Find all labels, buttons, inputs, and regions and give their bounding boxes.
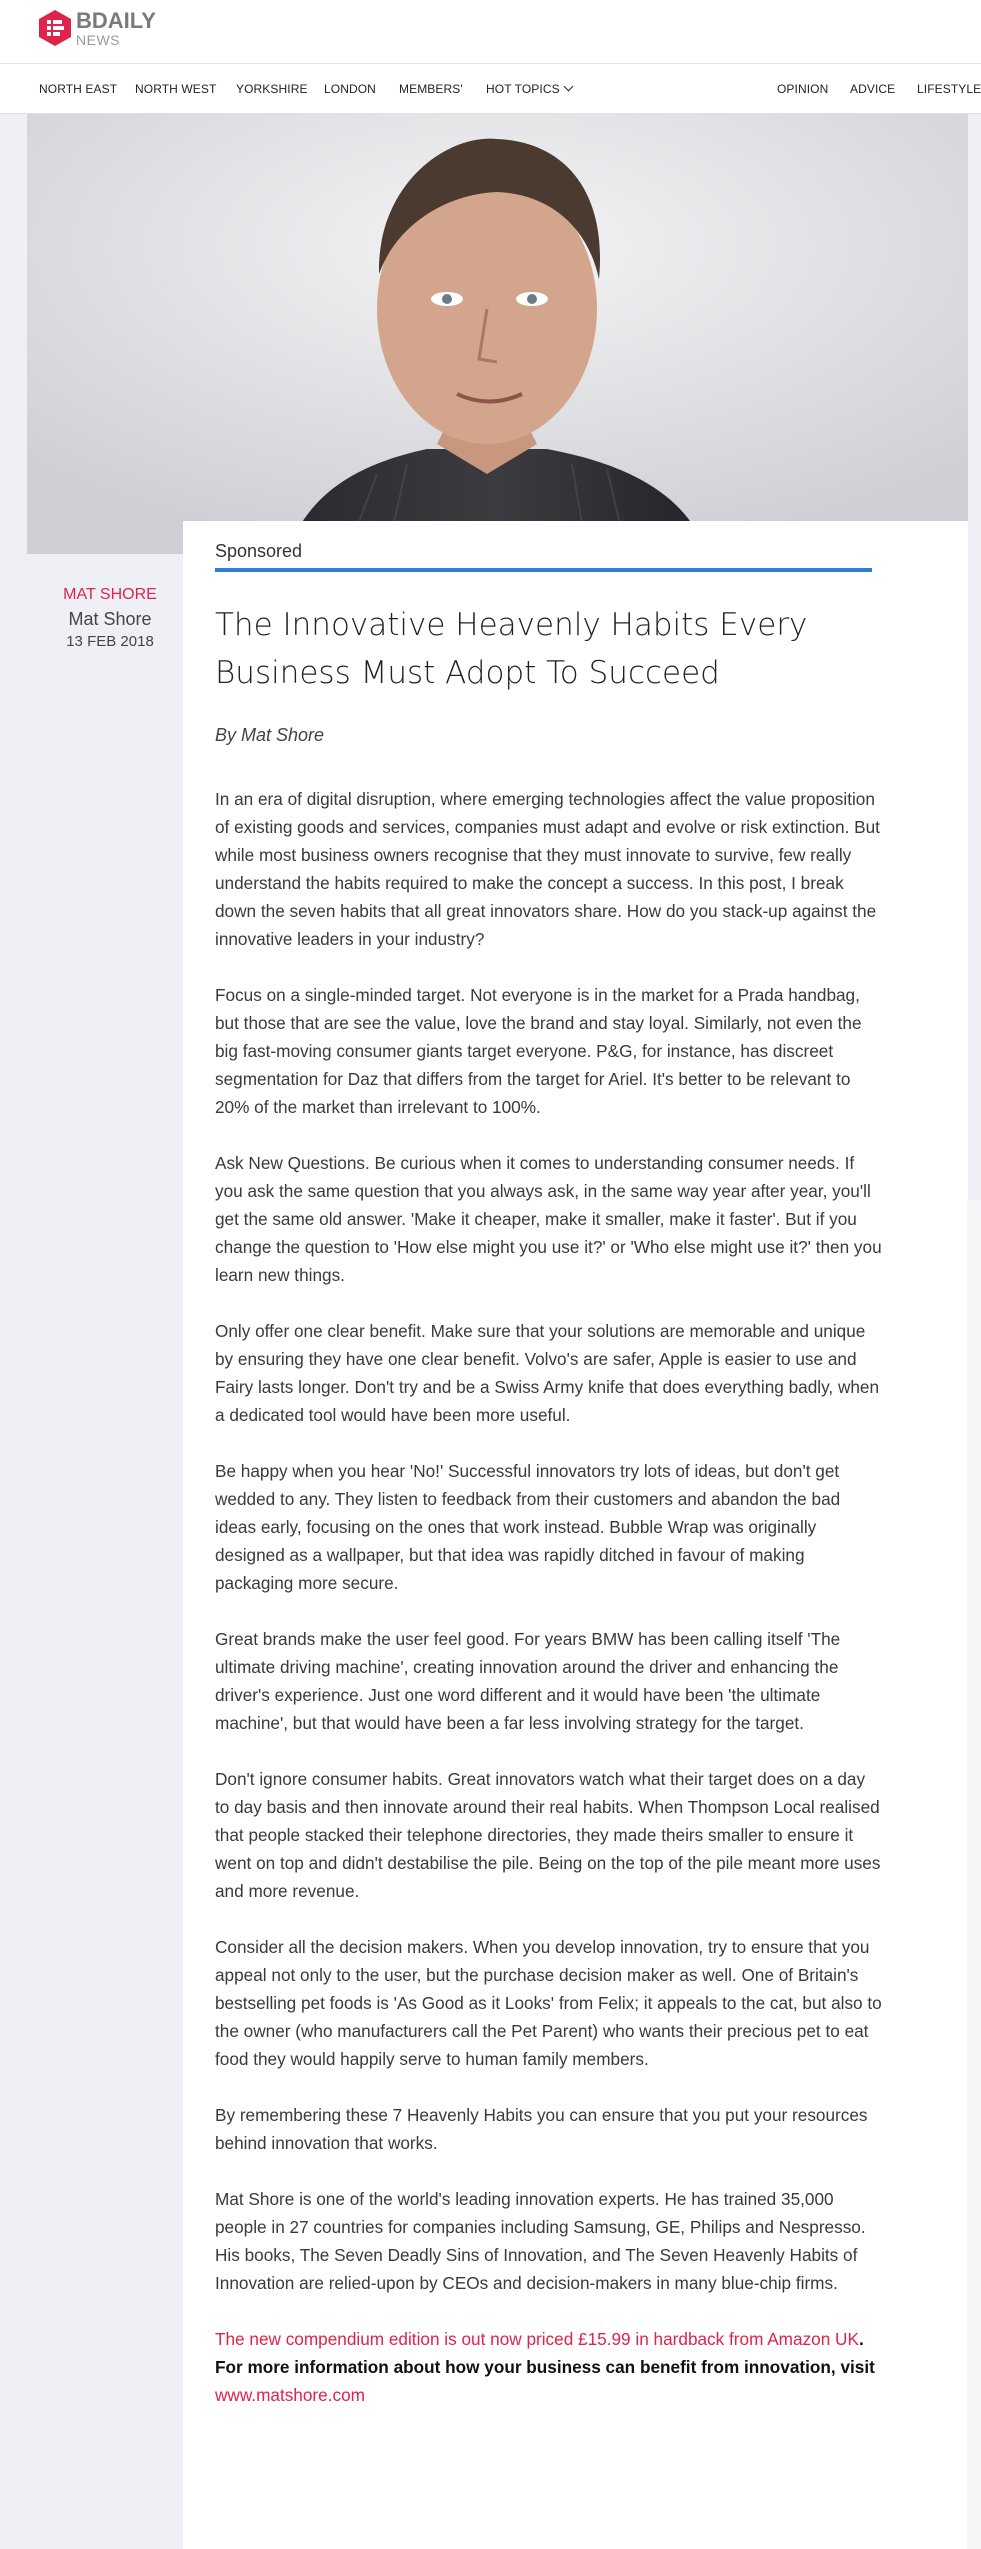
nav-item-hot-topics[interactable]: [486, 82, 572, 96]
portrait-photo-icon: [27, 114, 968, 554]
nav-item-advice[interactable]: ADVICE: [850, 82, 896, 96]
nav-item-hot-topics-label: HOT TOPICS: [486, 82, 560, 96]
paragraph: Consider all the decision makers. When you develop innovation, try to ensure that you appeal not only to the user, but the purchase decision maker as well. One of Britain's bestselling pet foods is 'As Good as it Looks' from Felix; it appeals to the cat, but also to the owner (who manufacturers call the Pet Parent) who wants their precious pet to eat food they would happily serve to human family members.: [215, 1937, 882, 2069]
paragraph: By remembering these 7 Heavenly Habits you can ensure that you put your resources behind innovation that works.: [215, 2105, 868, 2153]
paragraph: Be happy when you hear 'No!' Successful innovators try lots of ideas, but don't get wedded to any. They listen to feedback from their customers and abandon the bad ideas early, focusing on the ones that work instead. Bubble Wrap was originally designed as a wallpaper, but that idea was rapidly ditched in favour of making packaging more secure.: [215, 1461, 841, 1593]
byline: By Mat Shore: [215, 725, 325, 745]
call-to-action: [215, 2325, 883, 2409]
scrollbar-track[interactable]: [967, 1200, 981, 2549]
nav-item-north-west[interactable]: NORTH WEST: [135, 82, 217, 96]
paragraph: Focus on a single-minded target. Not everyone is in the market for a Prada handbag, but those that are see the value, love the brand and stay loyal. Similarly, not even the big fast-moving consumer giants target everyone. P&G, for instance, has discreet segmentation for Daz that differs from the target for Ariel. It's better to be relevant to 20% of the market than irrelevant to 100%.: [215, 985, 862, 1117]
author-name: Mat Shore: [68, 609, 152, 629]
nav-item-opinion[interactable]: OPINION: [777, 82, 829, 96]
main-nav: [0, 64, 981, 114]
author-box: [50, 586, 170, 650]
article-card: [183, 521, 968, 2549]
logo-brand-text: BDAILY: [76, 7, 156, 33]
nav-item-lifestyle-label: LIFESTYLE: [917, 82, 981, 96]
nav-item-north-east[interactable]: NORTH EAST: [39, 82, 118, 96]
hero-image: [27, 114, 968, 554]
cta-text: . For more information about how your business can benefit from innovation, visit: [215, 2329, 875, 2377]
paragraph: Don't ignore consumer habits. Great innovators watch what their target does on a day to day basis and then innovate around their real habits. When Thompson Local realised that people stacked their telephone directories, they made theirs smaller to ensure it went on top and didn't destabilise the pile. Being on the top of the pile meant more uses and more revenue.: [215, 1769, 881, 1901]
article-body: [215, 785, 883, 2437]
paragraph: Mat Shore is one of the world's leading innovation experts. He has trained 35,000 people in 27 countries for companies including Samsung, GE, Philips and Nespresso. His books, The Seven Deadly Sins of Innovation, and The Seven Heavenly Habits of Innovation are relied-upon by CEOs and decision-makers in many blue-chip firms.: [215, 2189, 866, 2293]
paragraph: Ask New Questions. Be curious when it comes to understanding consumer needs. If you ask the same question that you always ask, in the same way year after year, you'll get the same old answer. 'Make it cheaper, make it smaller, make it faster'. But if you change the question to 'How else might you use it?' or 'Who else might use it?' then you learn new things.: [215, 1153, 882, 1285]
nav-item-yorkshire[interactable]: YORKSHIRE: [236, 82, 308, 96]
page-title: The Innovative Heavenly Habits Every Business Must Adopt To Succeed: [215, 607, 808, 691]
nav-item-london[interactable]: LONDON: [324, 82, 376, 96]
sponsored-label: Sponsored: [215, 541, 303, 561]
bdaily-logo[interactable]: [36, 3, 156, 53]
matshore-link[interactable]: www.matshore.com: [215, 2385, 365, 2405]
paragraph: Only offer one clear benefit. Make sure that your solutions are memorable and unique by ensuring they have one clear benefit. Volvo's are safer, Apple is easier to use and Fairy lasts longer. Don't try and be a Swiss Army knife that does everything badly, when a dedicated tool would have been more useful.: [215, 1321, 880, 1425]
author-tag-link[interactable]: MAT SHORE: [63, 586, 157, 603]
logo-sub-text: NEWS: [76, 31, 120, 48]
amazon-link[interactable]: The new compendium edition is out now priced £15.99 in hardback from Amazon UK: [215, 2329, 859, 2349]
nav-item-members[interactable]: MEMBERS': [399, 82, 463, 96]
paragraph: In an era of digital disruption, where emerging technologies affect the value proposition of existing goods and services, companies must adapt and evolve or risk extinction. But while most business owners recognise that they must innovate to survive, few really understand the habits required to make the concept a success. In this post, I break down the seven habits that all great innovators share. How do you stack-up against the innovative leaders in your industry?: [215, 789, 880, 949]
site-header: [0, 0, 981, 64]
logo-icon: [36, 8, 74, 48]
publish-date: 13 FEB 2018: [66, 633, 154, 650]
nav-item-lifestyle[interactable]: [917, 82, 981, 96]
divider: [215, 568, 872, 572]
chevron-down-icon: [563, 82, 573, 92]
paragraph: Great brands make the user feel good. For years BMW has been calling itself 'The ultimate driving machine', creating innovation around the driver and enhancing the driver's experience. Just one word different and it would have been 'the ultimate machine', but that would have been a far less involving strategy for the target.: [215, 1629, 841, 1733]
